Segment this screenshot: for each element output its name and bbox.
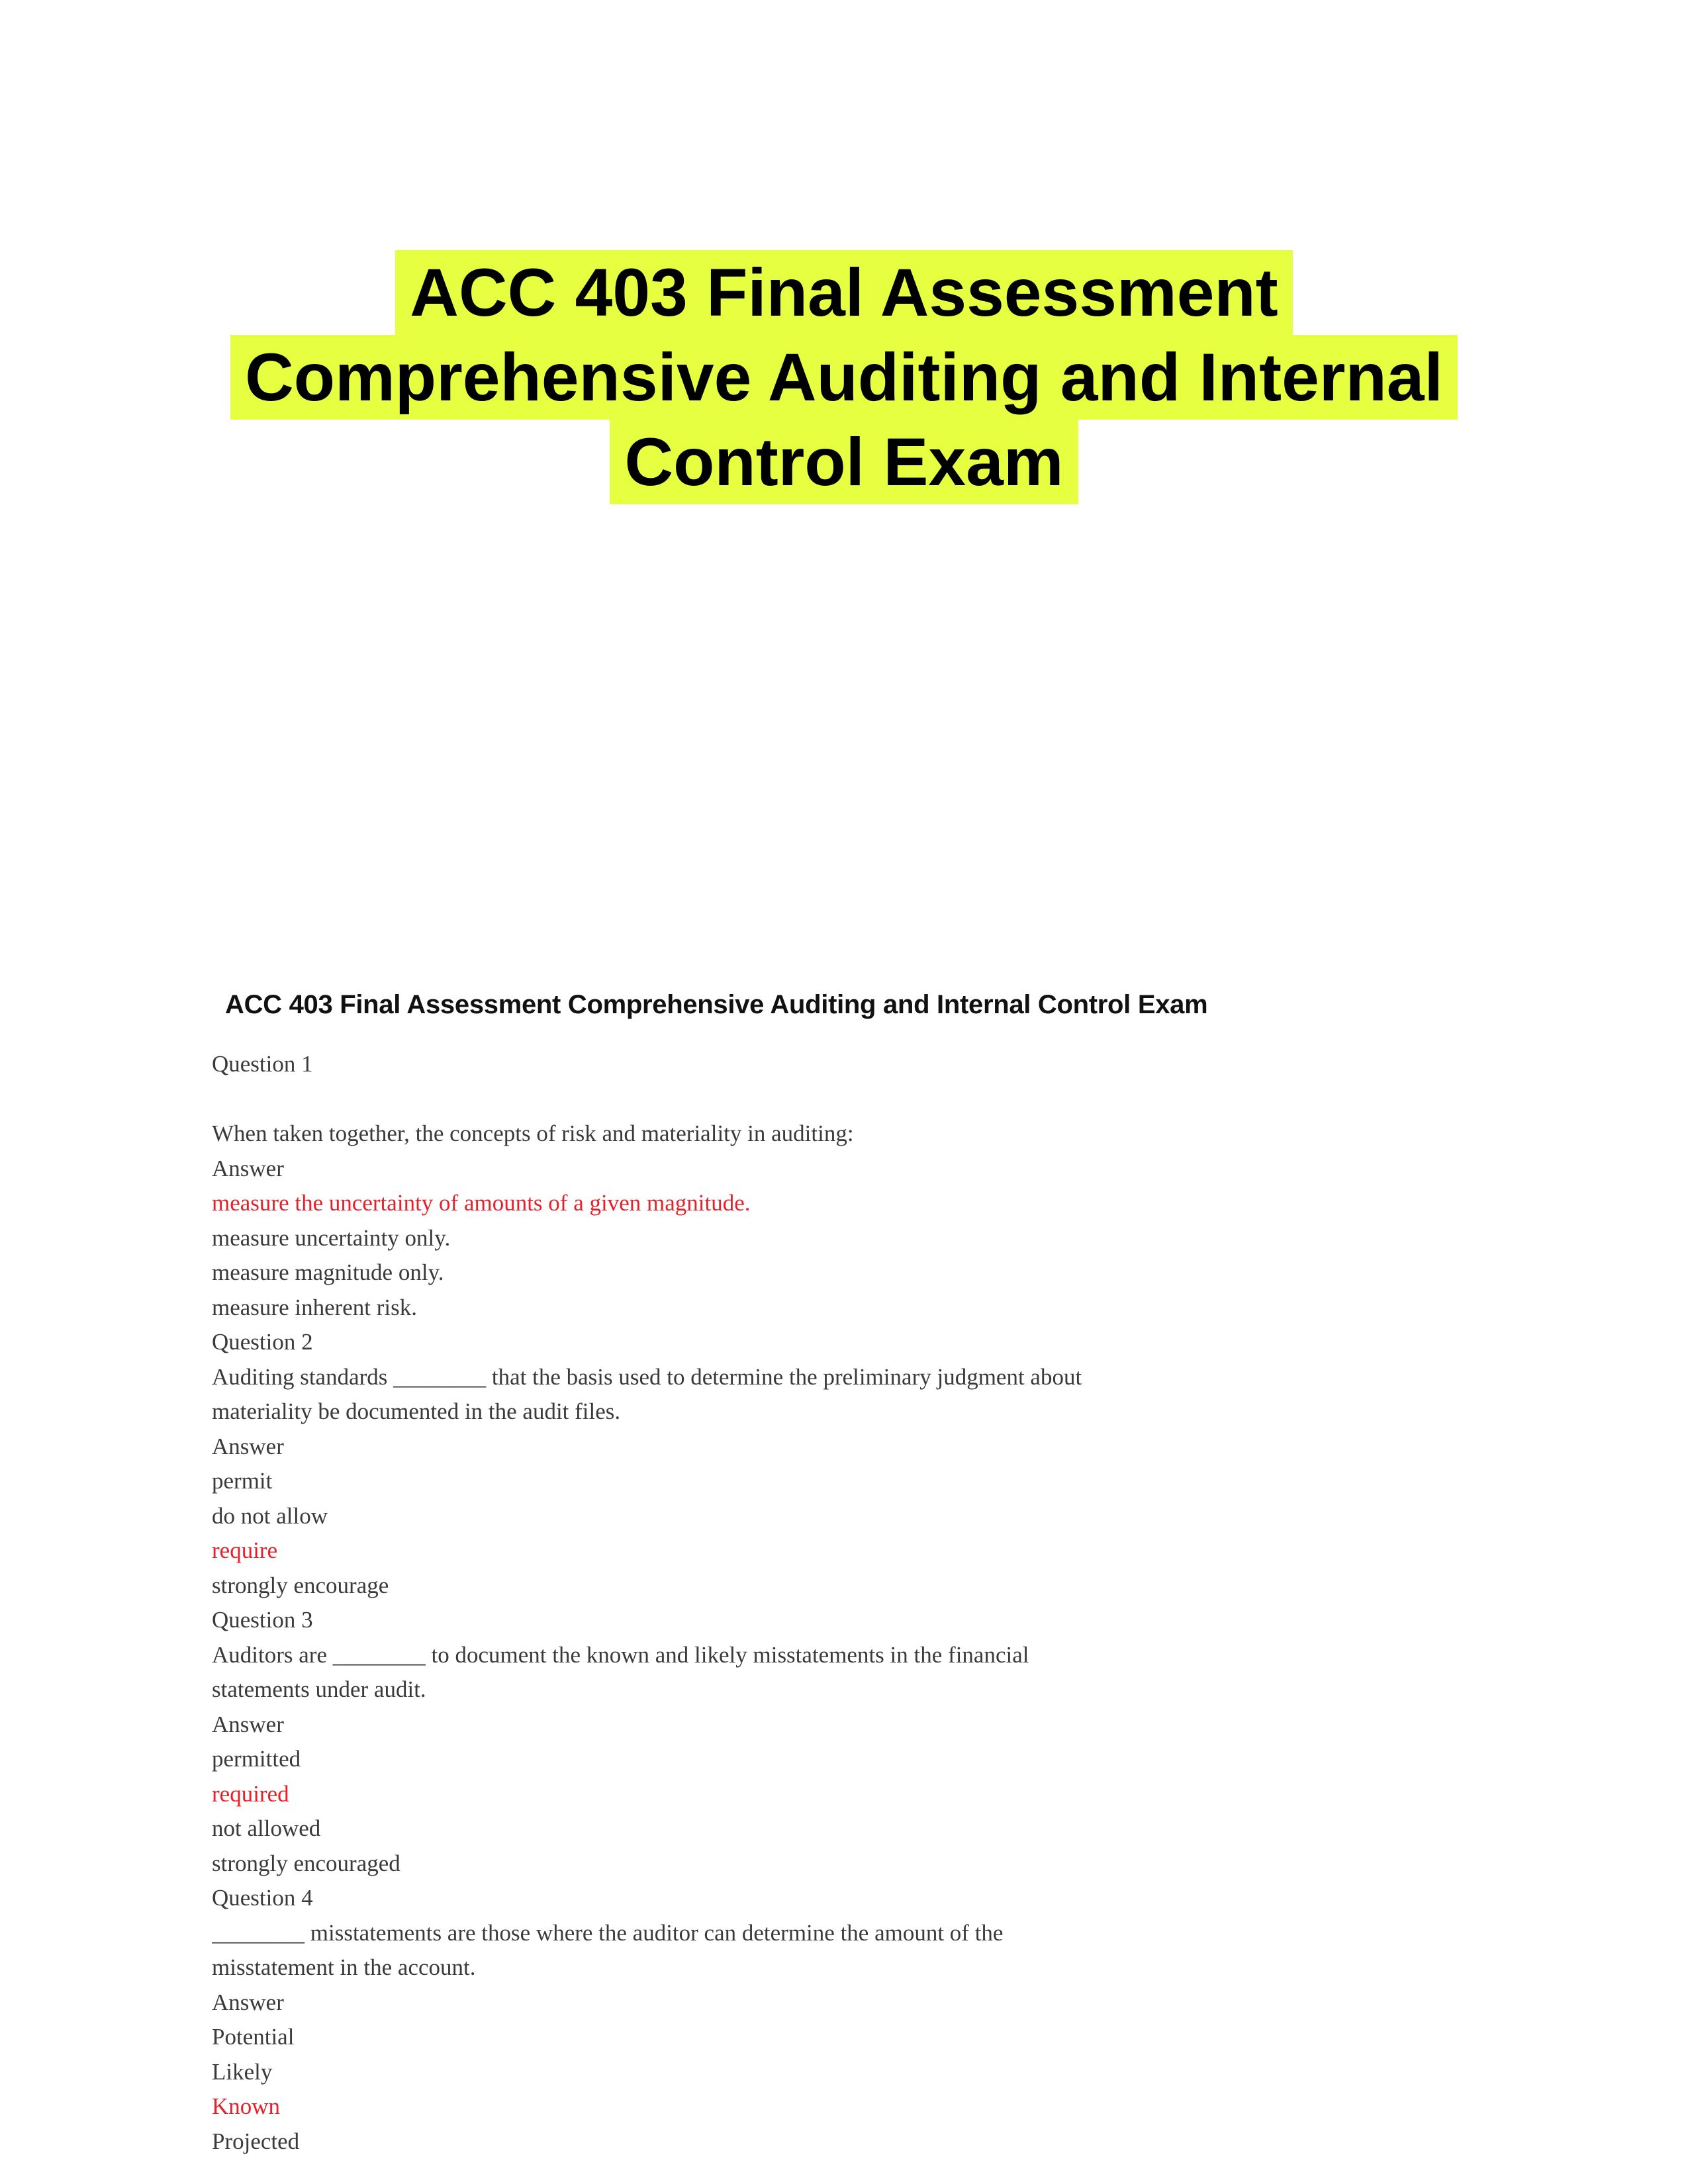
title-line-3: Control Exam (610, 420, 1078, 504)
answer-option: strongly encouraged (212, 1850, 400, 1876)
exam-heading: ACC 403 Final Assessment Comprehensive Auditing and Internal Control Exam (225, 990, 1208, 1019)
question-text: statements under audit. (212, 1676, 426, 1702)
question-text: misstatement in the account. (212, 1954, 476, 1980)
question-text: When taken together, the concepts of risk and materiality in auditing: (212, 1120, 854, 1146)
question-text: ________ misstatements are those where the auditor can determine the amount of the (212, 1919, 1004, 1946)
answer-option: Potential (212, 2024, 295, 2050)
question-label: Question 1 (212, 1051, 313, 1077)
answer-option-correct: required (212, 1780, 289, 1807)
document-title (0, 250, 1688, 504)
answer-option-correct: measure the uncertainty of amounts of a given magnitude. (212, 1190, 751, 1216)
answer-label: Answer (212, 1711, 284, 1737)
title-line-2: Comprehensive Auditing and Internal (230, 335, 1458, 420)
answer-option: strongly encourage (212, 1572, 389, 1598)
answer-option: permit (212, 1468, 273, 1494)
answer-label: Answer (212, 1433, 284, 1459)
answer-label: Answer (212, 1155, 284, 1181)
answer-option: permitted (212, 1746, 301, 1772)
spacer (212, 1082, 1297, 1117)
question-block (212, 1881, 1297, 2159)
question-text: Auditors are ________ to document the known and likely misstatements in the financial (212, 1641, 1029, 1668)
answer-option: Projected (212, 2128, 300, 2154)
exam-document-image (212, 986, 1297, 2184)
answer-option: do not allow (212, 1502, 328, 1529)
question-label: Question 3 (212, 1607, 313, 1633)
answer-option: measure magnitude only. (212, 1259, 444, 1285)
answer-option-correct: require (212, 1537, 278, 1563)
question-block (212, 1047, 1297, 1325)
question-label: Question 2 (212, 1329, 313, 1355)
question-text: materiality be documented in the audit files. (212, 1398, 621, 1424)
question-block (212, 1325, 1297, 1603)
exam-body (212, 1047, 1297, 2159)
answer-option: not allowed (212, 1815, 321, 1841)
answer-option: Likely (212, 2058, 273, 2085)
question-label: Question 4 (212, 1885, 313, 1911)
answer-label: Answer (212, 1989, 284, 2015)
answer-option: measure inherent risk. (212, 1294, 418, 1320)
answer-option: measure uncertainty only. (212, 1224, 451, 1251)
answer-option-correct: Known (212, 2093, 281, 2119)
title-line-1: ACC 403 Final Assessment (395, 250, 1292, 335)
question-block (212, 1603, 1297, 1881)
question-text: Auditing standards ________ that the basis used to determine the preliminary judgment about (212, 1363, 1082, 1390)
